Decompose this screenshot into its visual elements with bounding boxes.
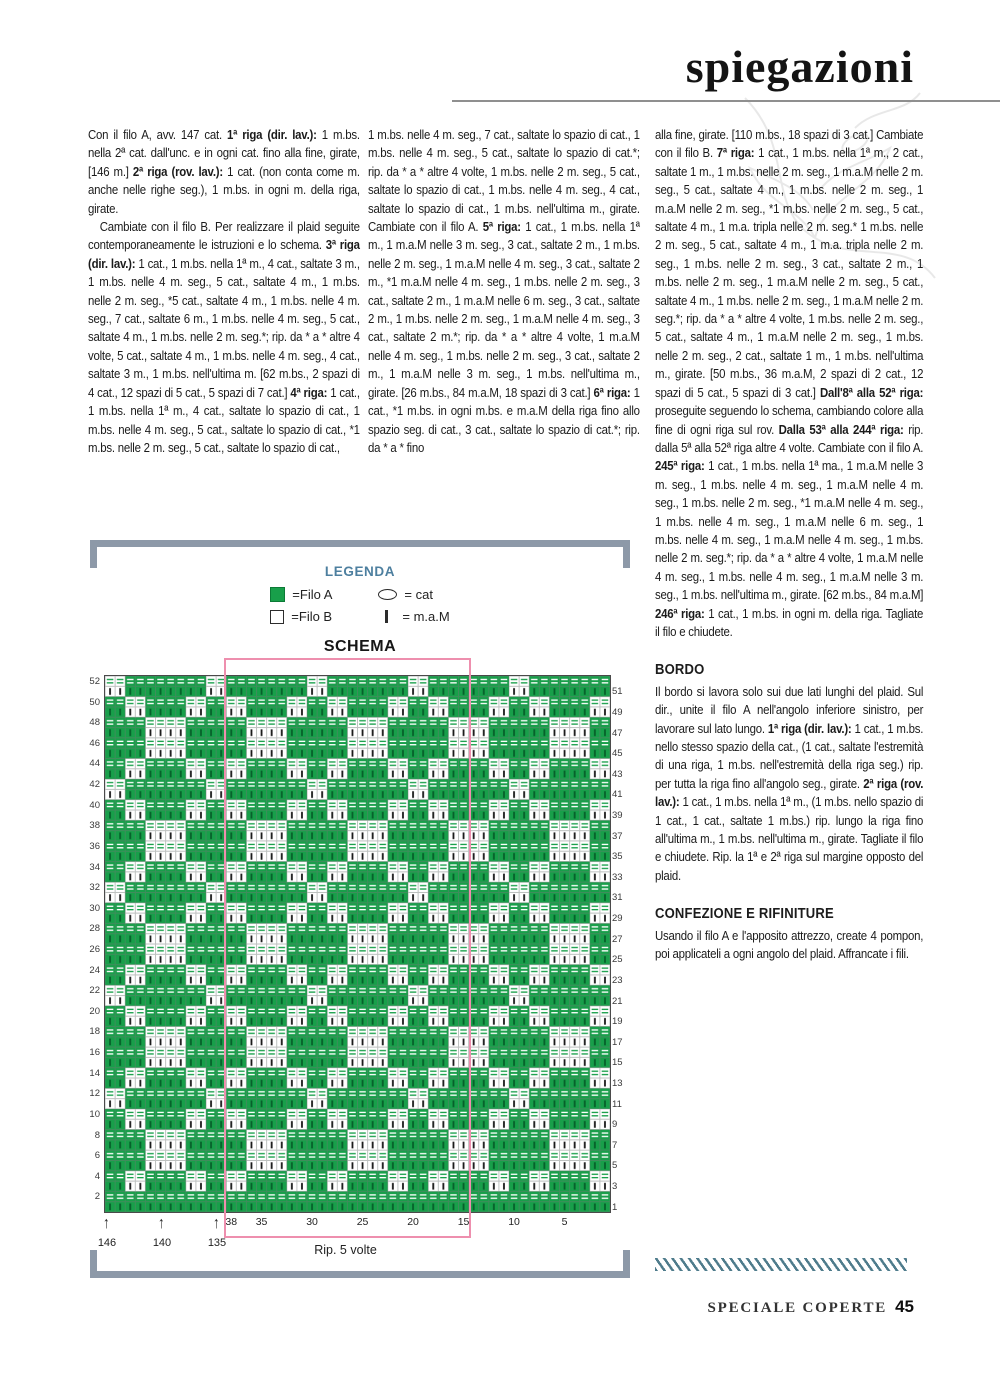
row-label-left: 18	[89, 1026, 100, 1038]
row-label-left: 44	[89, 758, 100, 770]
row-label-right: 9	[612, 1119, 618, 1131]
row-label-left: 40	[89, 799, 100, 811]
row-label-right: 47	[612, 727, 623, 739]
legend-item-mam	[378, 609, 449, 624]
paragraph: Con il filo A, avv. 147 cat. 1ª riga (dir. lav.): 1 m.bs. nella 2ª cat. dall'unc. e in ogni cat. fino alla fine, girate, [146 m.] 2ª riga (rov. lav.): 1 cat. (non conta come m. anche nelle righe seg.), 1 m.bs. in ogni m. della riga, girate.	[88, 128, 360, 216]
row-label-right: 41	[612, 789, 623, 801]
row-label-left: 16	[89, 1047, 100, 1059]
legend-item-cat	[378, 587, 449, 602]
stitch-col-label: 5	[561, 1216, 568, 1228]
paragraph: Usando il filo A e l'apposito attrezzo, create 4 pompon, poi applicateli a ogni angolo del plaid. Affrancate i fili.	[655, 928, 924, 962]
row-label-left: 38	[89, 820, 100, 832]
row-label-left: 52	[89, 676, 100, 687]
row-label-right: 45	[612, 748, 623, 760]
legend-item-filo-a	[270, 587, 332, 602]
row-label-left: 26	[89, 944, 100, 955]
confezione-body	[655, 927, 923, 964]
paragraph: Cambiate con il filo B. Per realizzare il plaid seguite contemporaneamente le istruzioni e lo schema. 3ª riga (dir. lav.): 1 cat., 1 m.bs. nella 1ª m., 4 cat., saltate 3 m., 1 m.bs. nelle 4 m. seg., 5 cat., saltate 4 m., 1 m.bs. nelle 2 m. seg., *5 cat., saltate 4 m., 1 m.bs. nelle 4 m. seg., 7 cat., saltate 6 m., 1 m.bs. nelle 4 m. seg., 5 cat., saltate 4 m., 1 m.bs. nelle 2 m. seg.*; rip. da * a * altre 4 volte, 5 cat., saltate 4 m., 1 m.bs. nelle 4 m. seg., 4 cat., saltate 3 m., 1 m.bs. nell'ultima m. [62 m.bs., 2 spazi di 4 cat., 12 spazi di 5 cat., 5 spazi di 7 cat.] 4ª riga: 1 cat., 1 m.bs. nella 1ª m., 4 cat., saltate lo spazio di cat., 1 m.bs. nelle 4 m. seg., 5 cat., saltate lo spazio di cat., *1 m.bs. nelle 2 m. seg., 5 cat., saltate lo spazio di cat.,	[88, 220, 360, 455]
row-label-left: 20	[89, 1005, 100, 1017]
row-label-right: 15	[612, 1057, 623, 1069]
filo-b-square-icon	[270, 610, 284, 624]
row-label-left: 10	[89, 1108, 100, 1120]
stitch-marker-arrow: ↑	[213, 1213, 220, 1232]
row-label-left: 14	[89, 1067, 100, 1079]
instructions-continued	[655, 126, 923, 641]
text-column-2	[368, 126, 640, 457]
row-label-left: 2	[94, 1191, 100, 1203]
legend-grid	[270, 587, 449, 624]
filo-a-square-icon	[270, 587, 285, 602]
row-label-left: 32	[89, 882, 100, 894]
row-label-left: 48	[89, 717, 100, 729]
row-label-left: 6	[94, 1150, 100, 1162]
row-label-left: 36	[89, 840, 100, 852]
row-label-right: 23	[612, 974, 623, 986]
text-column-3	[655, 126, 923, 963]
row-label-right: 11	[612, 1098, 622, 1110]
repeat-label: Rip. 5 volte	[314, 1243, 377, 1257]
stitch-marker-arrow: ↑	[103, 1213, 110, 1232]
confezione-heading: CONFEZIONE E RIFINITURE	[655, 906, 834, 923]
row-label-right: 43	[612, 768, 623, 780]
row-label-right: 5	[612, 1160, 618, 1172]
paragraph: 1 m.bs. nelle 4 m. seg., 7 cat., saltate lo spazio di cat., 1 m.bs. nelle 4 m. seg., 5 cat., saltate lo spazio di cat.*; rip. da * a * altre 4 volte, 1 m.bs. nelle 2 m. seg., 5 cat., saltate lo spazio di cat., 1 m.bs. nelle 4 m. seg., 4 cat., saltate lo spazio di cat., 1 m.bs. nell'ultima m., girate. Cambiate con il filo A. 5ª riga: 1 cat., 1 m.bs. nella 1ª m., 1 m.a.M nelle 3 m. seg., 3 cat., saltate 2 m., 1 m.bs. nelle 2 m. seg., 1 m.a.M nelle 4 m. seg., 3 cat., saltate 2 m., *1 m.a.M nelle 4 m. seg., 1 m.bs. nelle 2 m. seg., 3 cat., saltate 2 m., 1 m.a.M nelle 6 m. seg., 3 cat., saltate 2 m., 1 m.bs. nelle 2 m. seg., 1 m.a.M nelle 4 m. seg., 3 cat., saltate 2 m.*; rip. da * a * altre 4 volte, 1 m.a.M nelle 4 m. seg., 1 m.bs. nelle 2 m. seg., 3 cat., saltate 2 m., 1 m.a.M nelle 3 m. seg., 1 m.bs. nell'ultima m., girate. [26 m.bs., 84 m.a.M, 18 spazi di 3 cat.] 6ª riga: 1 cat., *1 m.bs. in ogni m.bs. e m.a.M della riga fino allo spazio seg. di cat., 3 cat., saltate lo spazio di cat.*; rip. da * a * fino	[368, 128, 640, 455]
row-label-left: 8	[94, 1129, 100, 1141]
paragraph: Il bordo si lavora solo sui due lati lunghi del plaid. Sul dir., unite il filo A nell'angolo inferiore sinistro, per lavorare sul lato lungo. 1ª riga (dir. lav.): 1 cat., 1 m.bs. nello stesso spazio della cat., (1 cat., saltate l'estremità di una riga, 1 m.bs. nell'estremità della riga seg.) rip. per tutta la riga fino all'angolo seg., girate. 2ª riga (rov. lav.): 1 cat., 1 m.bs. nella 1ª m., (1 m.bs. nello spazio di 1 cat., 1 cat., saltate 1 m.bs.) rip. lungo la riga fino all'ultima m., 1 m.bs. nell'ultima m., girate. Tagliate il filo e chiudete. Rip. la 1ª e 2ª riga sul margine opposto del plaid.	[655, 684, 924, 883]
row-label-right: 35	[612, 851, 623, 863]
row-label-right: 7	[612, 1139, 618, 1151]
row-label-right: 33	[612, 871, 623, 883]
row-label-left: 50	[89, 696, 100, 708]
row-label-right: 21	[612, 995, 623, 1007]
row-label-left: 12	[89, 1088, 100, 1100]
row-label-left: 34	[89, 861, 100, 873]
stitch-col-label: 30	[306, 1216, 318, 1228]
row-label-left: 28	[89, 923, 100, 935]
page-title: spiegazioni	[685, 41, 914, 92]
header-rule	[452, 100, 1000, 102]
page-number: 45	[895, 1297, 914, 1316]
row-label-left: 4	[94, 1170, 100, 1182]
row-label-right: 3	[612, 1181, 618, 1193]
stitch-col-label: 20	[407, 1216, 419, 1228]
stitch-col-label: 15	[457, 1216, 470, 1228]
folio-label: SPECIALE COPERTE	[707, 1300, 888, 1316]
stitch-col-label: 38	[225, 1216, 238, 1228]
row-label-right: 49	[612, 706, 623, 718]
legend-label: =Filo A	[292, 587, 333, 602]
row-label-right: 13	[612, 1078, 623, 1089]
stitch-marker-label: 140	[152, 1237, 172, 1249]
row-label-right: 17	[612, 1036, 623, 1048]
row-label-right: 1	[612, 1201, 618, 1213]
paragraph: alla fine, girate. [110 m.bs., 18 spazi di 3 cat.] Cambiate con il filo B. 7ª riga: 1 cat., 1 m.bs. nella 1ª m., 2 cat., saltate 1 m., 1 m.bs. nelle 2 m. seg., 1 m.a.M nelle 2 m. seg., 5 cat., saltate 4 m., 1 m.bs. nelle 2 m. seg., 1 m.a.M nelle 2 m. seg., *1 m.bs. nelle 2 m. seg., 5 cat., saltate 4 m., 1 m.a. tripla nelle 2 m. seg.* 1 m.bs. nelle 2 m. seg., 5 cat., saltate 4 m., 1 m.a. tripla nelle 2 m. seg., 1 m.bs. nelle 2 m. seg., 3 cat., saltate 2 m., 1 m.bs. nelle 2 m. seg., 1 m.a.M nelle 2 m. seg., 5 cat., saltate 4 m., 1 m.bs. nelle 2 m. seg., 1 m.a.M nelle 2 m. seg.*; rip. da * a * altre 4 volte, 1 m.bs. nelle 2 m. seg., 5 cat., saltate 4 m., 1 m.a.M nelle 2 m. seg., 1 m.bs. nelle 2 m. seg., 2 cat., saltate 1 m., 1 m.bs. nell'ultima m., girate. [50 m.bs., 36 m.a.M, 2 spazi di 2 cat., 12 spazi di 5 cat., 5 spazi di 3 cat.] Dall'8ª alla 52ª riga: proseguite seguendo lo schema, cambiando colore alla fine di ogni riga sul rov. Dalla 53ª alla 244ª riga: rip. dalla 5ª alla 52ª riga altre 4 volte. Cambiate con il filo A. 245ª riga: 1 cat., 1 m.bs. nella 1ª ma., 1 m.a.M nelle 3 m. seg., 1 m.bs. nelle 4 m. seg., 1 m.a.M nelle 4 m. seg., 1 m.bs. nelle 2 m. seg., *1 m.a.M nelle 4 m. seg., 1 m.bs. nelle 4 m. seg., 1 m.a.M nelle 6 m. seg., 1 m.bs. nelle 4 m. seg., 1 m.a.M nelle 4 m. seg., 1 m.bs. nelle 2 m. seg.*; rip. da * a * altre 4 volte, 1 m.a.M nelle 4 m. seg., 1 m.bs. nelle 4 m. seg., 1 m.a.M nelle 3 m. seg., 1 m.bs. nell'ultima m., girate. [62 m.bs., 84 m.a.M] 246ª riga: 1 cat., 1 m.bs. in ogni m. della riga. Tagliate il filo e chiudete.	[655, 128, 924, 639]
row-label-right: 29	[612, 913, 623, 925]
hatch-rule	[655, 1258, 907, 1271]
bordo-body	[655, 683, 923, 885]
legend-title: LEGENDA	[324, 564, 396, 579]
stitch-col-label: 10	[508, 1216, 520, 1228]
stitch-marker-label: 135	[207, 1237, 227, 1249]
row-label-right: 31	[612, 892, 623, 904]
bordo-heading: BORDO	[655, 662, 705, 679]
stitch-col-label: 35	[255, 1216, 268, 1228]
row-label-left: 30	[89, 902, 100, 914]
folio	[708, 1297, 914, 1317]
legend-label: = m.a.M	[402, 609, 450, 624]
chain-oval-icon	[378, 589, 397, 600]
row-label-left: 22	[89, 985, 100, 997]
row-label-right: 51	[612, 686, 623, 698]
row-label-left: 24	[89, 964, 100, 976]
text-column-1	[88, 126, 360, 457]
row-label-left: 42	[89, 779, 100, 791]
row-label-right: 27	[612, 933, 623, 945]
row-label-right: 25	[612, 954, 623, 966]
row-label-right: 39	[612, 810, 623, 821]
stitch-col-label: 25	[356, 1216, 369, 1228]
stitch-marker-arrow: ↑	[158, 1213, 165, 1232]
mam-bar-icon	[385, 610, 388, 623]
stitch-marker-label: 146	[97, 1237, 117, 1249]
row-label-left: 46	[89, 737, 100, 749]
legend-label: =Filo B	[291, 609, 333, 624]
row-label-right: 19	[612, 1016, 623, 1028]
row-label-right: 37	[612, 830, 623, 842]
legend-label: = cat	[404, 587, 433, 602]
legend	[90, 564, 630, 624]
repeat-outline	[224, 658, 471, 1238]
schema-title: SCHEMA	[323, 638, 397, 655]
legend-item-filo-b	[270, 609, 332, 624]
